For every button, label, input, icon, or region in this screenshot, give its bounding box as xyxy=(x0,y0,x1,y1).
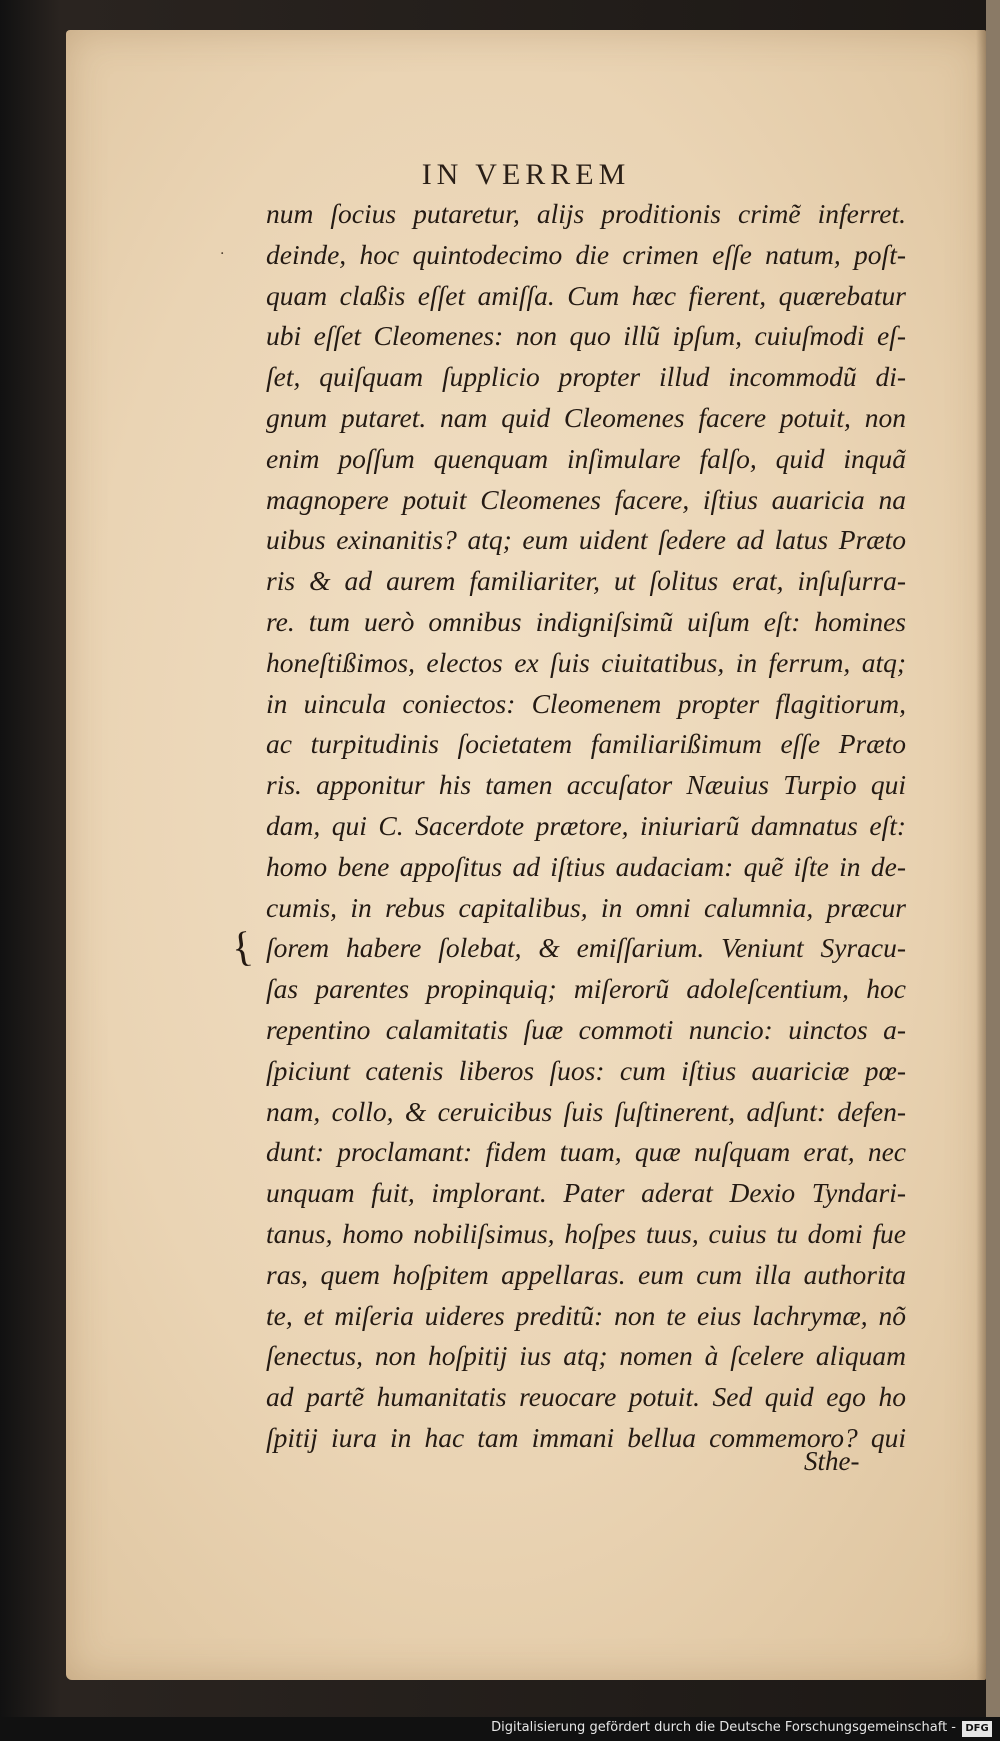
dfg-logo: DFG xyxy=(962,1721,992,1737)
text-line: homo bene appoſitus ad iſtius audaciam: quẽ iſte in de- xyxy=(266,850,906,882)
text-line: te, et miſeria uideres preditũ: non te eius lachrymæ, nõ xyxy=(266,1299,906,1331)
page-gutter-shadow xyxy=(976,30,986,1680)
text-line: ſorem habere ſolebat, & emiſſarium. Veniunt Syracu- xyxy=(266,932,906,964)
text-line: ad partẽ humanitatis reuocare potuit. Sed quid ego ho xyxy=(266,1381,906,1413)
scan-edge-strip xyxy=(986,0,1000,1741)
text-line: repentino calamitatis ſuæ commoti nuncio: uinctos a- xyxy=(266,1013,906,1045)
text-line: nam, collo, & ceruicibus ſuis ſuſtinerent, adſunt: defen- xyxy=(266,1095,906,1127)
text-line: ris & ad aurem familiariter, ut ſolitus erat, inſuſurra- xyxy=(266,565,906,597)
text-line: quam claßis eſſet amiſſa. Cum hæc fierent, quærebatur xyxy=(266,279,906,311)
text-line: ſpiciunt catenis liberos ſuos: cum iſtius auariciæ pœ- xyxy=(266,1054,906,1086)
text-line: re. tum uerò omnibus indigniſsimũ uiſum eſt: homines xyxy=(266,605,906,637)
text-line: uibus exinanitis? atq; eum uident ſedere ad latus Præto xyxy=(266,524,906,556)
digitization-footer xyxy=(0,1717,1000,1741)
text-line: ſpitij iura in hac tam immani bellua commemoro? qui xyxy=(266,1421,906,1453)
text-line: ras, quem hoſpitem appellaras. eum cum illa authorita xyxy=(266,1258,906,1290)
running-head: IN VERREM xyxy=(421,158,631,191)
text-line: dunt: proclamant: fidem tuam, quæ nuſquam erat, nec xyxy=(266,1136,906,1168)
body-text xyxy=(266,194,906,1459)
text-line: ſet, quiſquam ſupplicio propter illud incommodũ di- xyxy=(266,361,906,393)
text-line: ſenectus, non hoſpitij ius atq; nomen à ſcelere aliquam xyxy=(266,1340,906,1372)
text-line: tanus, homo nobiliſsimus, hoſpes tuus, cuius tu domi fue xyxy=(266,1217,906,1249)
text-line: num ſocius putaretur, aliјs proditionis crimẽ inferret. xyxy=(266,198,906,229)
text-line: enim poſſum quenquam inſimulare falſo, quid inquã xyxy=(266,442,906,474)
text-line: dam, qui C. Sacerdote prætore, iniuriarũ damnatus eſt: xyxy=(266,809,906,841)
text-line: honeſtißimos, electos ex ſuis ciuitatibus, in ferrum, atq; xyxy=(266,646,906,678)
text-line: ſas parentes propinquiq; miſerorũ adoleſcentium, hoc xyxy=(266,973,906,1005)
margin-bracket-mark: { xyxy=(228,923,256,973)
text-line: gnum putaret. nam quid Cleomenes facere potuit, non xyxy=(266,401,906,433)
text-line: unquam fuit, implorant. Pater aderat Dexio Tyndari- xyxy=(266,1177,906,1209)
margin-tick: · xyxy=(220,246,225,262)
text-line: in uincula coniectos: Cleomenem propter flagitiorum, xyxy=(266,687,906,719)
catchword: Sthe- xyxy=(804,1446,860,1476)
text-line: ac turpitudinis ſocietatem familiarißimum eſſe Præto xyxy=(266,728,906,760)
text-line: cumis, in rebus capitalibus, in omni calumnia, præcur xyxy=(266,891,906,923)
text-line: ris. apponitur his tamen accuſator Næuius Turpio qui xyxy=(266,769,906,801)
text-line: ubi eſſet Cleomenes: non quo illũ ipſum, cuiuſmodi eſ- xyxy=(266,320,906,352)
funding-notice: Digitalisierung gefördert durch die Deutsche Forschungsgemeinschaft - xyxy=(491,1720,956,1735)
text-line: magnopere potuit Cleomenes facere, iſtius auaricia na xyxy=(266,483,906,515)
text-line: deinde, hoc quintodecimo die crimen eſſe natum, poſt- xyxy=(266,238,906,270)
